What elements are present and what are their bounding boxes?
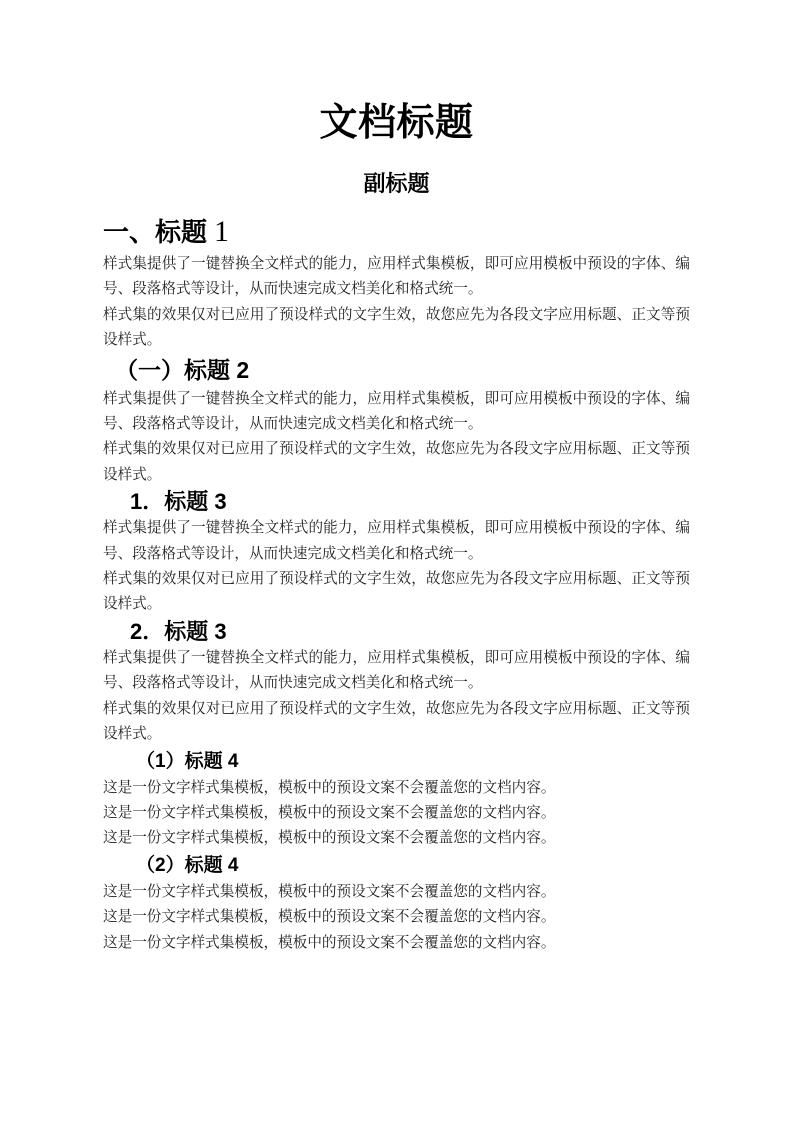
document-subtitle: 副标题 xyxy=(363,171,430,196)
body-paragraph: 样式集的效果仅对已应用了预设样式的文字生效，故您应先为各段文字应用标题、正文等预设样式。 xyxy=(103,571,690,613)
section-heading2 xyxy=(103,354,690,489)
body-line: 这是一份文字样式集模板，模板中的预设文案不会覆盖您的文档内容。 xyxy=(103,909,556,926)
body-line: 这是一份文字样式集模板，模板中的预设文案不会覆盖您的文档内容。 xyxy=(103,934,556,951)
body-paragraph: 样式集提供了一键替换全文样式的能力，应用样式集模板，即可应用模板中预设的字体、编号、段落格式等设计，从而快速完成文档美化和格式统一。 xyxy=(103,649,690,692)
section-heading4-first xyxy=(103,748,690,852)
document-title: 文档标题 xyxy=(319,102,474,144)
body-paragraph: 样式集的效果仅对已应用了预设样式的文字生效，故您应先为各段文字应用标题、正文等预设样式。 xyxy=(103,306,690,349)
body-paragraph: 样式集提供了一键替换全文样式的能力，应用样式集模板，即可应用模板中预设的字体、编号、段落格式等设计，从而快速完成文档美化和格式统一。 xyxy=(103,256,690,298)
body-paragraph: 样式集的效果仅对已应用了预设样式的文字生效，故您应先为各段文字应用标题、正文等预设样式。 xyxy=(103,700,690,743)
heading-level-4: （1）标题 4 xyxy=(136,750,239,772)
body-paragraph: 样式集提供了一键替换全文样式的能力，应用样式集模板，即可应用模板中预设的字体、编号、段落格式等设计，从而快速完成文档美化和格式统一。 xyxy=(103,390,690,433)
heading-level-3: 2．标题 3 xyxy=(130,618,227,644)
section-heading3-second xyxy=(103,618,690,748)
body-paragraph: 样式集的效果仅对已应用了预设样式的文字生效，故您应先为各段文字应用标题、正文等预设样式。 xyxy=(103,441,690,483)
body-line: 这是一份文字样式集模板，模板中的预设文案不会覆盖您的文档内容。 xyxy=(103,883,556,900)
heading-level-1-number: 1 xyxy=(214,215,230,248)
body-line: 这是一份文字样式集模板，模板中的预设文案不会覆盖您的文档内容。 xyxy=(103,779,556,796)
heading-level-1 xyxy=(103,212,690,252)
heading-level-1-text: 一、标题 xyxy=(103,217,208,247)
heading-level-4: （2）标题 4 xyxy=(136,854,239,876)
body-line: 这是一份文字样式集模板，模板中的预设文案不会覆盖您的文档内容。 xyxy=(103,804,556,821)
heading-level-3: 1．标题 3 xyxy=(130,489,227,515)
section-heading3-first xyxy=(103,488,690,618)
section-heading4-second xyxy=(103,852,690,956)
heading-level-2: （一）标题 2 xyxy=(115,356,250,383)
body-paragraph: 样式集提供了一键替换全文样式的能力，应用样式集模板，即可应用模板中预设的字体、编号、段落格式等设计，从而快速完成文档美化和格式统一。 xyxy=(103,520,690,562)
section-heading1 xyxy=(103,212,690,354)
body-line: 这是一份文字样式集模板，模板中的预设文案不会覆盖您的文档内容。 xyxy=(103,830,556,847)
